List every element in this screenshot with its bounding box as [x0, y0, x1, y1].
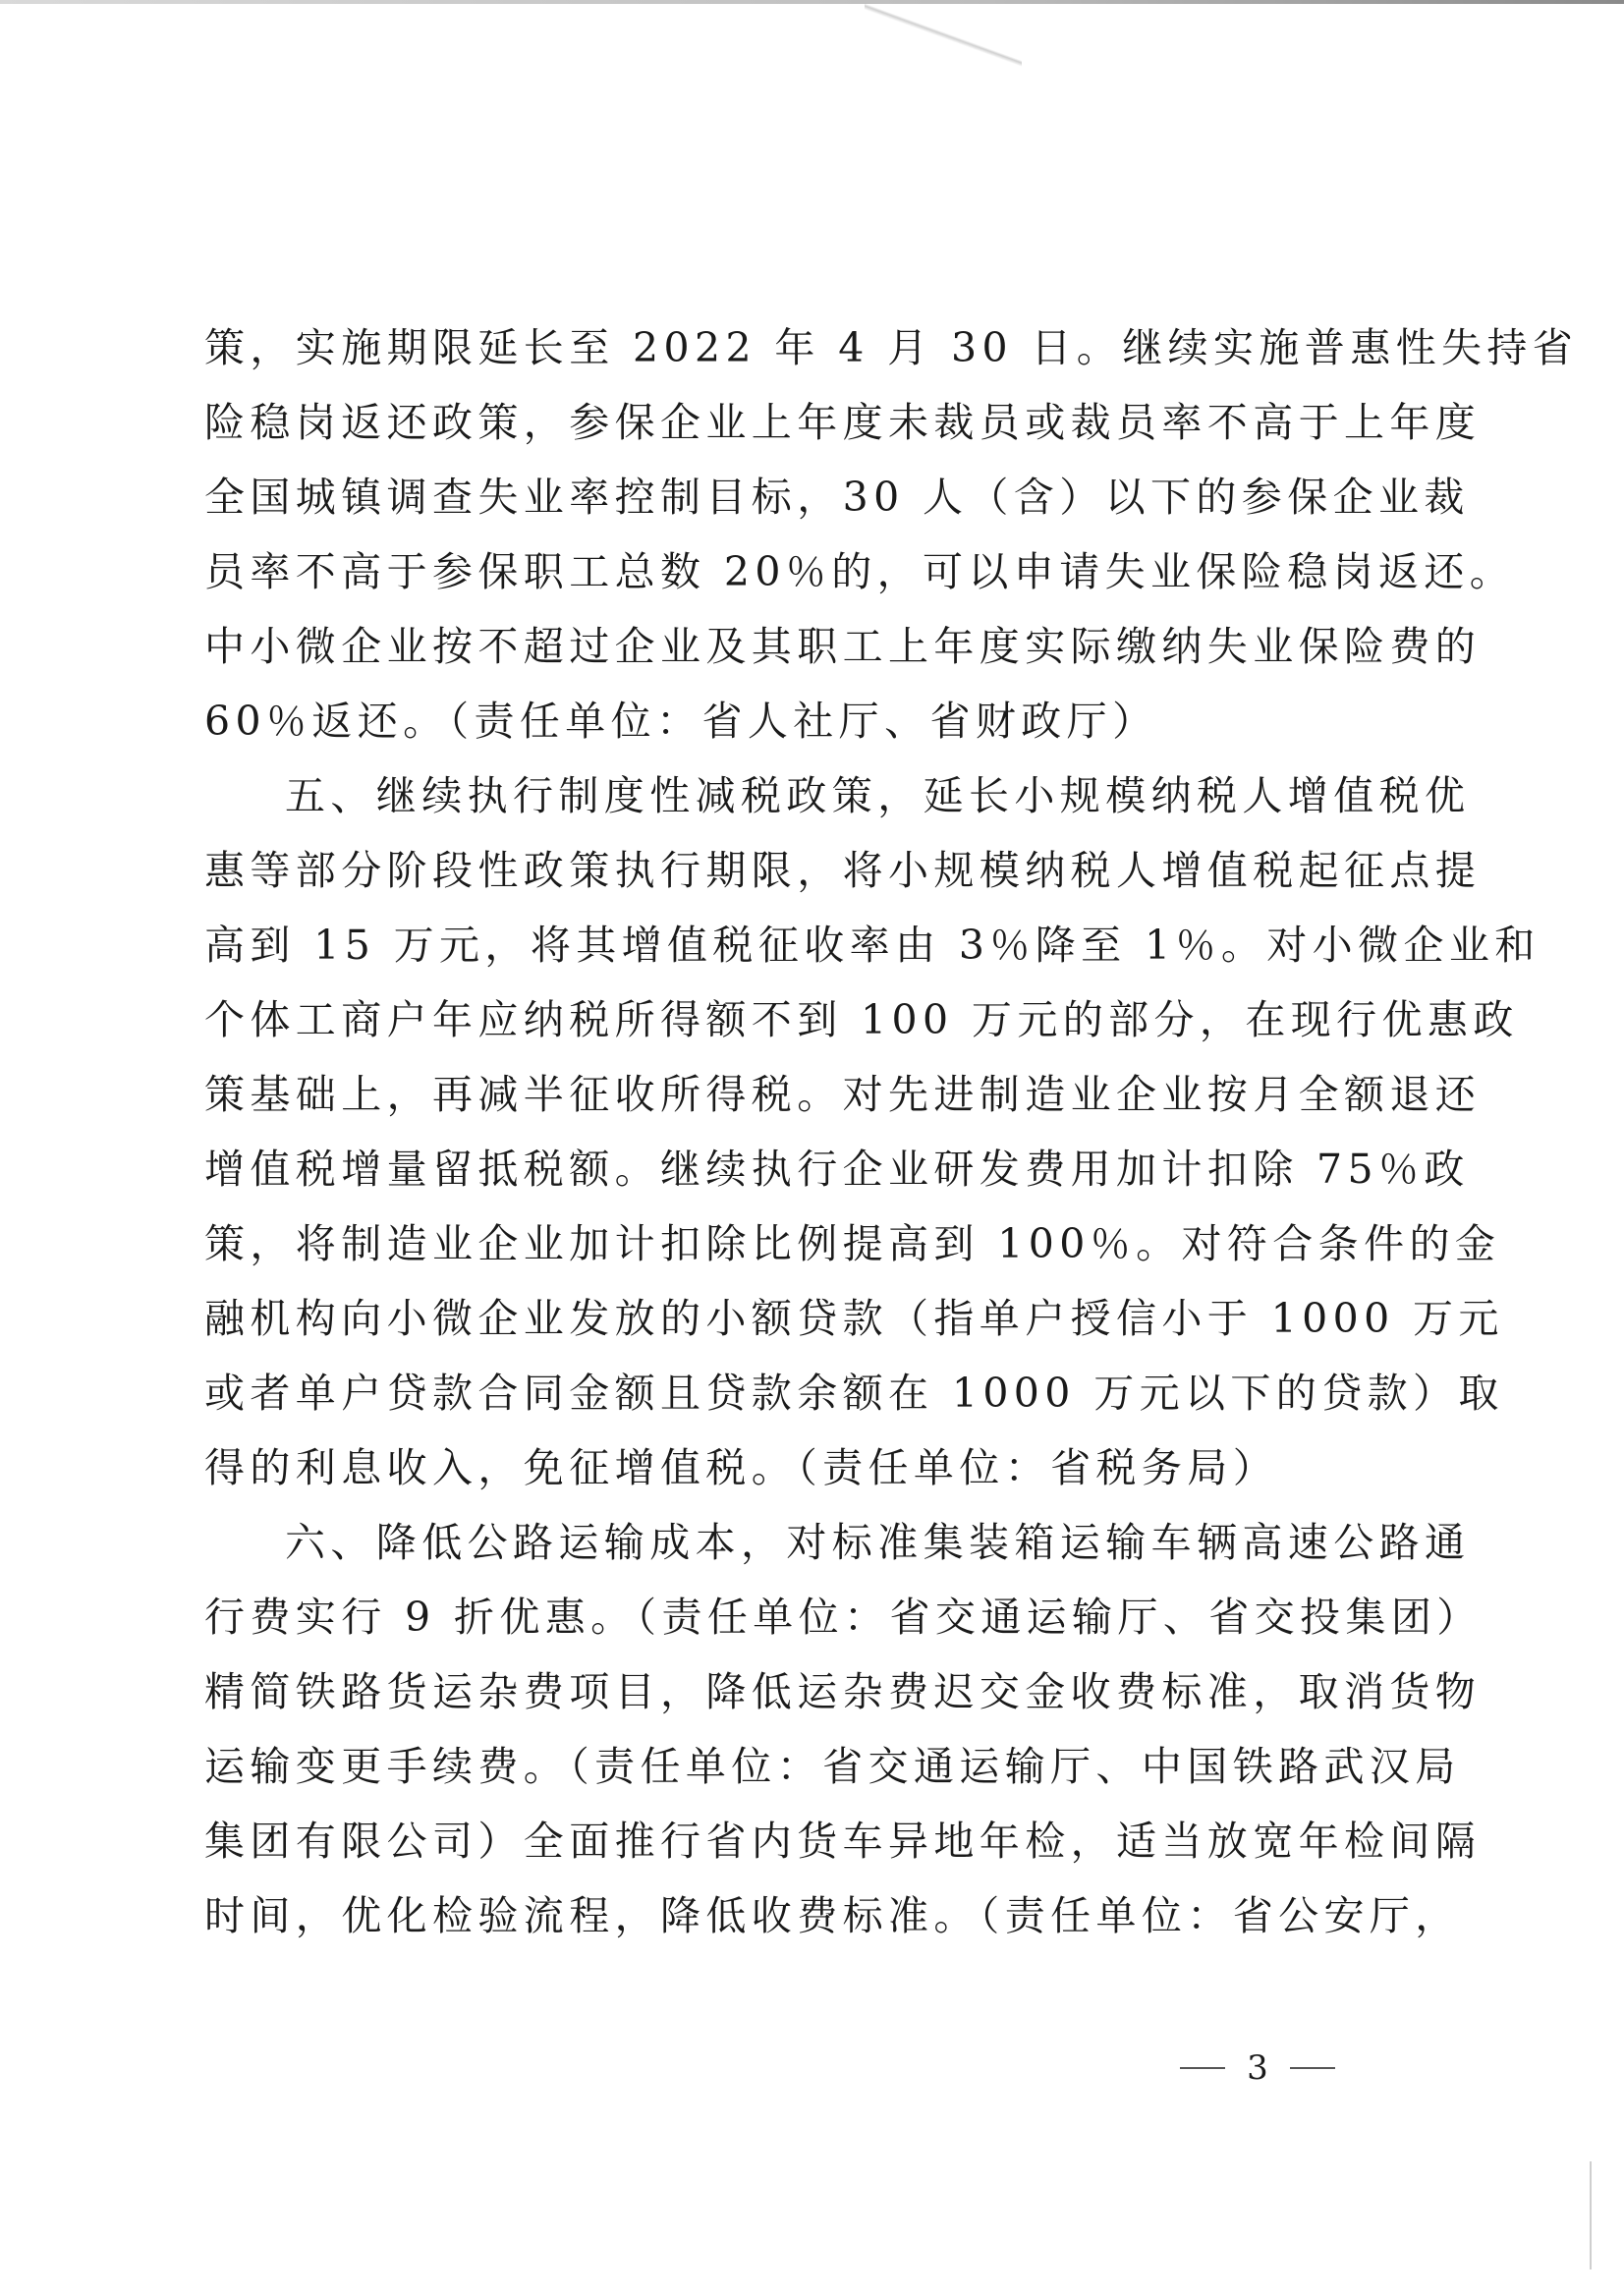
text-line: 行费实行 9 折优惠。（责任单位：省交通运输厅、省交投集团） [204, 1594, 1483, 1641]
text-line: 策基础上，再减半征收所得税。对先进制造业企业按月全额退还 [204, 1071, 1482, 1118]
scan-right-edge [1590, 2161, 1592, 2269]
page-number-left-dash [1180, 2067, 1225, 2069]
page-number-right-dash [1290, 2067, 1335, 2069]
page-number [1159, 2044, 1356, 2093]
text-line: 集团有限公司）全面推行省内货车异地年检，适当放宽年检间隔 [204, 1818, 1482, 1865]
text-line: 全国城镇调查失业率控制目标，30 人（含）以下的参保企业裁 [204, 474, 1470, 521]
scan-top-edge [0, 0, 1624, 4]
paper-fold-mark [865, 0, 1022, 69]
text-line: 策，将制造业企业加计扣除比例提高到 100％。对符合条件的金 [204, 1220, 1501, 1267]
text-line: 或者单户贷款合同金额且贷款余额在 1000 万元以下的贷款）取 [204, 1370, 1504, 1417]
paragraph-start-line: 六、降低公路运输成本，对标准集装箱运输车辆高速公路通 [285, 1519, 1471, 1566]
text-line: 员率不高于参保职工总数 20％的，可以申请失业保险稳岗返还。 [204, 548, 1516, 595]
text-line: 惠等部分阶段性政策执行期限，将小规模纳税人增值税起征点提 [204, 847, 1482, 894]
text-line: 得的利息收入，免征增值税。（责任单位：省税务局） [204, 1444, 1279, 1491]
text-line: 运输变更手续费。（责任单位：省交通运输厅、中国铁路武汉局 [204, 1743, 1461, 1790]
text-line: 中小微企业按不超过企业及其职工上年度实际缴纳失业保险费的 [204, 623, 1482, 670]
text-line: 60％返还。（责任单位：省人社厅、省财政厅） [204, 698, 1158, 745]
text-line: 时间，优化检验流程，降低收费标准。（责任单位：省公安厅， [204, 1892, 1461, 1939]
page-number-value: 3 [1247, 2048, 1268, 2088]
text-line: 融机构向小微企业发放的小额贷款（指单户授信小于 1000 万元 [204, 1295, 1504, 1342]
text-line: 险稳岗返还政策，参保企业上年度未裁员或裁员率不高于上年度 [204, 399, 1482, 446]
text-line: 个体工商户年应纳税所得额不到 100 万元的部分，在现行优惠政 [204, 996, 1519, 1043]
text-line: 精简铁路货运杂费项目，降低运杂费迟交金收费标准，取消货物 [204, 1668, 1482, 1715]
text-line: 策，实施期限延长至 2022 年 4 月 30 日。继续实施普惠性失持省 [204, 324, 1579, 371]
text-line: 高到 15 万元，将其增值税征收率由 3％降至 1％。对小微企业和 [204, 922, 1540, 969]
text-line: 增值税增量留抵税额。继续执行企业研发费用加计扣除 75％政 [204, 1146, 1470, 1193]
document-body [204, 310, 1579, 1953]
paragraph-start-line: 五、继续执行制度性减税政策，延长小规模纳税人增值税优 [285, 772, 1471, 819]
